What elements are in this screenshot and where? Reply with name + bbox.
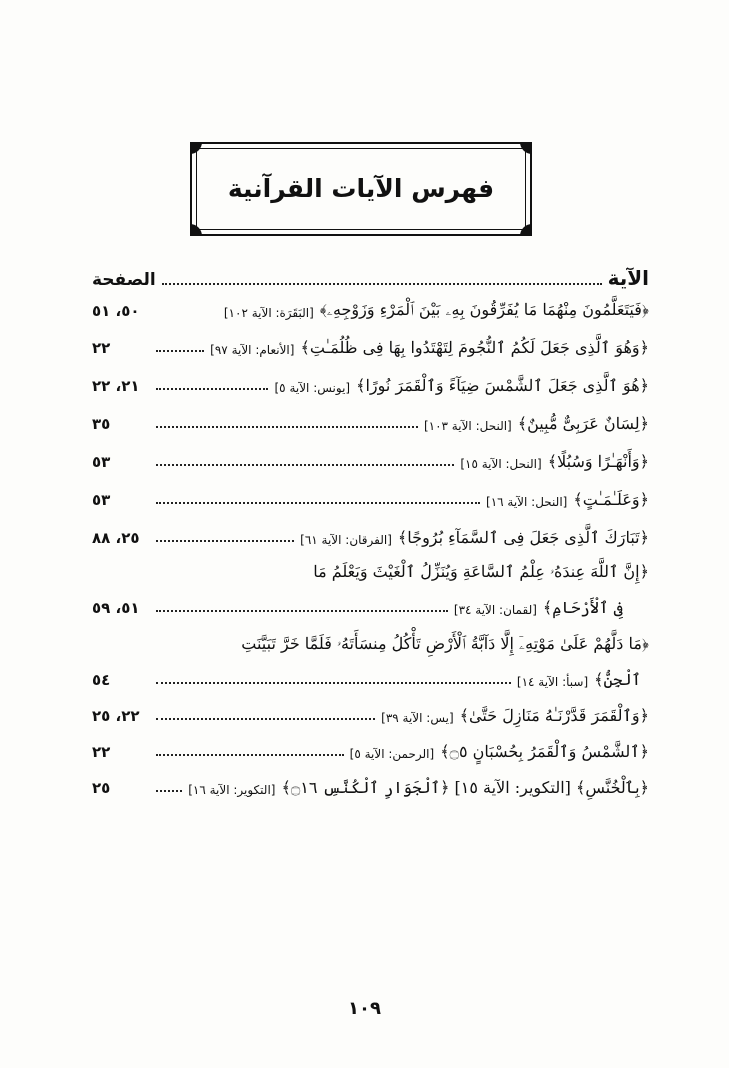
verse-reference: [الأنعام: الآية ٩٧] [210, 343, 295, 357]
leader-dots [156, 682, 511, 684]
leader-dots [156, 540, 294, 542]
page-ref: ٢٢ [92, 339, 111, 357]
index-row [92, 452, 649, 471]
leader-dots [156, 754, 344, 756]
leader-dots [156, 610, 448, 612]
frame-corner-ornament [190, 142, 202, 154]
verse-text: ﴿لِسَانٌ عَرَبِىٌّ مُّبِينٌ﴾ [517, 414, 649, 433]
verse-text: ﴿تَبَارَكَ ٱلَّذِى جَعَلَ فِى ٱلسَّمَآءِ بُرُوجًا﴾ [397, 528, 649, 547]
verse-reference: [يونس: الآية ٥] [274, 381, 351, 395]
frame-corner-ornament [520, 142, 532, 154]
verse-reference: [سبأ: الآية ١٤] [516, 675, 589, 689]
verse-text: ﴿هُوَ ٱلَّذِى جَعَلَ ٱلشَّمْسَ ضِيَآءً وَٱلْقَمَرَ نُورًا﴾ [356, 376, 649, 395]
verse-reference: [التكوير: الآية ١٦] [188, 783, 276, 797]
page-ref: ٢٥، ٨٨ [92, 529, 140, 547]
verse-continuation: ﴿إِنَّ ٱللَّهَ عِندَهُۥ عِلْمُ ٱلسَّاعَةِ وَيُنَزِّلُ ٱلْغَيْثَ وَيَعْلَمُ مَا [313, 562, 649, 581]
leader-dots [156, 464, 454, 466]
page-ref: ٢٢، ٢٥ [92, 707, 140, 725]
index-header [92, 262, 649, 290]
verse-reference: [الرحمن: الآية ٥] [349, 747, 435, 761]
verse-reference: [الفرقان: الآية ٦١] [300, 533, 392, 547]
title-frame [190, 142, 532, 236]
index-row [92, 670, 649, 689]
verse-reference: [النحل: الآية ١٥] [460, 457, 542, 471]
index-row [92, 338, 649, 357]
frame-corner-ornament [190, 224, 202, 236]
index-row [92, 376, 649, 395]
verse-text: ﴿وَهُوَ ٱلَّذِى جَعَلَ لَكُمُ ٱلنُّجُومَ لِتَهْتَدُوا بِهَا فِى ظُلُمَـٰتِ﴾ [300, 338, 649, 357]
verse-reference: [النحل: الآية ١٦] [486, 495, 568, 509]
leader-dots [156, 426, 418, 428]
verse-text: ﴿فَيَتَعَلَّمُونَ مِنْهُمَا مَا يُفَرِّقُونَ بِهِۦ بَيْنَ ٱلْمَرْءِ وَزَوْجِهِۦ﴾ [319, 300, 649, 319]
leader-dots [156, 790, 182, 792]
page-ref: ٥٠، ٥١ [92, 302, 140, 320]
verse-text: ٱلْجِنُّ﴾ [594, 670, 641, 689]
leader-dots [156, 388, 268, 390]
index-row [92, 414, 649, 433]
page-ref: ٢١، ٢٢ [92, 377, 140, 395]
page-number: ١٠٩ [348, 998, 381, 1019]
page-title: فهرس الآيات القرآنية [227, 174, 495, 203]
verse-reference: [لقمان: الآية ٣٤] [453, 603, 537, 617]
page-ref: ٥٣ [92, 453, 111, 471]
page-ref: ٣٥ [92, 415, 111, 433]
header-ayah: الآية [607, 266, 649, 290]
verse-text: ﴿بِٱلْخُنَّسِ﴾ [التكوير: الآية ١٥] ﴿ٱلْجَوَارِ ٱلْكُنَّسِ ۝١٦﴾ [281, 778, 649, 797]
verse-continuation: ﴿مَا دَلَّهُمْ عَلَىٰ مَوْتِهِۦٓ إِلَّا دَآبَّةُ ٱلْأَرْضِ تَأْكُلُ مِنسَأَتَهُۥ فَلَمَّا خَرَّ تَبَيَّنَتِ [241, 634, 649, 653]
leader-dots [162, 283, 602, 285]
page-ref: ٥٤ [92, 671, 111, 689]
header-page: الصفحة [92, 270, 156, 290]
page-ref: ٢٥ [92, 779, 111, 797]
index-row [92, 778, 649, 797]
verse-text: ﴿وَأَنْهَـٰرًا وَسُبُلًا﴾ [547, 452, 649, 471]
page-ref: ٥١، ٥٩ [92, 599, 140, 617]
leader-dots [156, 350, 204, 352]
frame-corner-ornament [520, 224, 532, 236]
page-ref: ٢٢ [92, 743, 111, 761]
index-row [92, 528, 649, 547]
leader-dots [156, 718, 375, 720]
verse-reference: [البَقَرَة: الآية ١٠٢] [223, 306, 314, 320]
index-row [92, 598, 649, 617]
verse-text: ﴿ٱلشَّمْسُ وَٱلْقَمَرُ بِحُسْبَانٍ ۝٥﴾ [440, 742, 649, 761]
index-row [92, 706, 649, 725]
verse-reference: [النحل: الآية ١٠٣] [423, 419, 512, 433]
verse-text: ﴿وَٱلْقَمَرَ قَدَّرْنَـٰهُ مَنَازِلَ حَتَّىٰ﴾ [459, 706, 649, 725]
index-row [92, 490, 649, 509]
leader-dots [156, 502, 480, 504]
index-row [92, 300, 649, 320]
verse-reference: [يس: الآية ٣٩] [381, 711, 454, 725]
index-row [92, 742, 649, 761]
page-ref: ٥٣ [92, 491, 111, 509]
verse-text: فِى ٱلْأَرْحَامِ﴾ [542, 598, 623, 617]
verse-text: ﴿وَعَلَـٰمَـٰتٍ﴾ [573, 490, 649, 509]
